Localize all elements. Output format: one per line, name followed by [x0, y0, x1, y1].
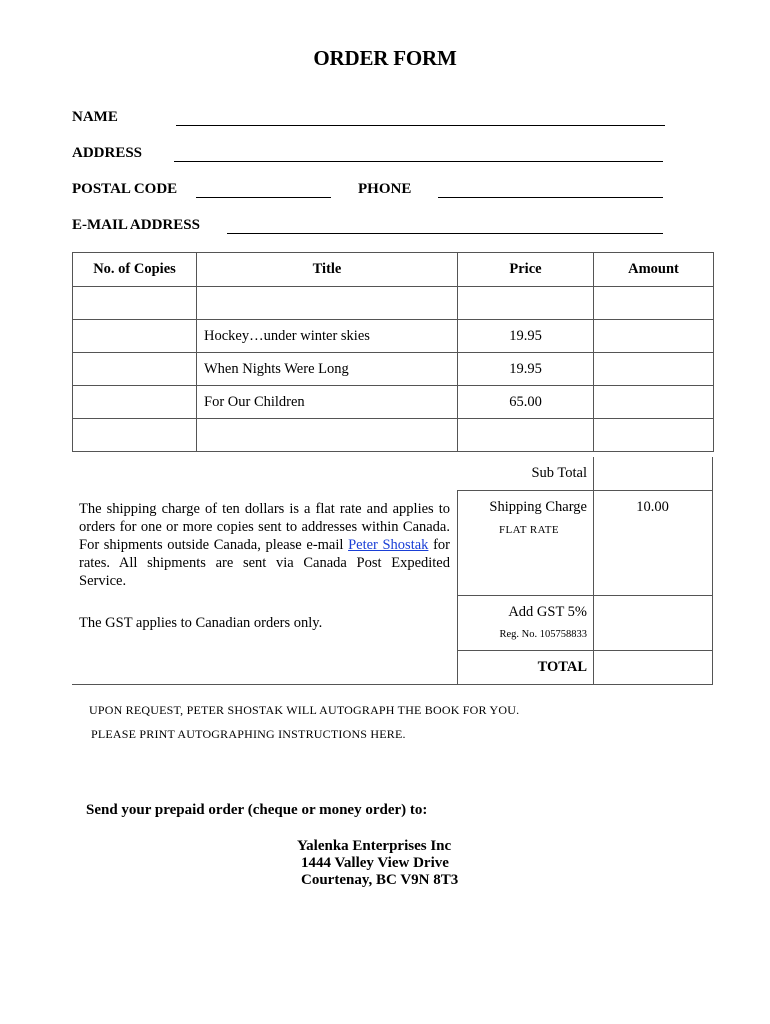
autograph-request: UPON REQUEST, PETER SHOSTAK WILL AUTOGRAPH THE BOOK FOR YOU.	[89, 703, 520, 717]
copies-cell[interactable]	[73, 353, 197, 386]
autograph-instructions-field[interactable]	[89, 745, 709, 790]
phone-field[interactable]	[438, 197, 663, 198]
email-label: E-MAIL ADDRESS	[72, 217, 200, 233]
table-row	[73, 419, 714, 452]
postal-code-field[interactable]	[196, 197, 331, 198]
table-row	[73, 353, 714, 386]
postal-code-label: POSTAL CODE	[72, 181, 178, 197]
company-name: Yalenka Enterprises Inc	[297, 838, 452, 854]
order-table	[72, 252, 714, 452]
copies-cell[interactable]	[73, 419, 197, 452]
header-amount: Amount	[594, 253, 714, 287]
shipping-note	[79, 500, 450, 590]
amount-cell[interactable]	[594, 320, 714, 353]
total-label-cell	[457, 650, 594, 685]
shipping-amount: 10.00	[636, 499, 669, 515]
shipping-note-text: The shipping charge of ten dollars is a flat rate and applies to orders for one or more copies sent to addresses within Canada. For shipments outside Canada, please e-mail	[79, 501, 450, 553]
header-copies: No. of Copies	[73, 253, 197, 287]
mailing-address	[297, 838, 458, 889]
amount-cell[interactable]	[594, 386, 714, 419]
title-cell	[197, 287, 458, 320]
amount-cell[interactable]	[594, 353, 714, 386]
autograph-instructions: PLEASE PRINT AUTOGRAPHING INSTRUCTIONS HERE.	[91, 727, 406, 741]
table-header-row	[73, 253, 714, 287]
title-cell: Hockey…under winter skies	[197, 320, 458, 353]
table-row	[73, 320, 714, 353]
shipping-label: Shipping Charge	[489, 499, 587, 515]
page-title: ORDER FORM	[313, 46, 457, 70]
sub-total-label-cell	[457, 457, 594, 491]
gst-label-cell	[457, 595, 594, 651]
city-postal: Courtenay, BC V9N 8T3	[301, 872, 459, 888]
copies-cell[interactable]	[73, 386, 197, 419]
phone-label: PHONE	[358, 181, 412, 197]
email-field[interactable]	[227, 233, 663, 234]
gst-reg-number: Reg. No. 105758833	[499, 629, 587, 640]
price-cell	[458, 419, 594, 452]
address-field[interactable]	[174, 161, 663, 162]
header-price: Price	[458, 253, 594, 287]
sub-total-amount[interactable]	[593, 457, 713, 491]
address-label: ADDRESS	[72, 145, 143, 161]
street-address: 1444 Valley View Drive	[301, 855, 449, 871]
amount-cell[interactable]	[594, 419, 714, 452]
name-field[interactable]	[176, 125, 665, 126]
flat-rate-label: FLAT RATE	[499, 524, 559, 536]
name-label: NAME	[72, 109, 118, 125]
shipping-label-cell	[457, 490, 594, 596]
copies-cell[interactable]	[73, 320, 197, 353]
summary-bottom-rule	[72, 684, 457, 685]
title-cell: For Our Children	[197, 386, 458, 419]
header-title: Title	[197, 253, 458, 287]
price-cell: 65.00	[458, 386, 594, 419]
peter-shostak-email-link[interactable]: Peter Shostak	[348, 537, 429, 553]
table-row	[73, 287, 714, 320]
title-cell: When Nights Were Long	[197, 353, 458, 386]
price-cell	[458, 287, 594, 320]
copies-cell[interactable]	[73, 287, 197, 320]
send-order-label: Send your prepaid order (cheque or money order) to:	[86, 802, 428, 818]
price-cell: 19.95	[458, 353, 594, 386]
total-label: TOTAL	[537, 659, 587, 675]
sub-total-label: Sub Total	[531, 465, 587, 481]
shipping-note-text-end: for rates. All shipments are sent via Canada Post Expedited Service.	[79, 537, 450, 589]
amount-cell[interactable]	[594, 287, 714, 320]
shipping-amount-cell	[593, 490, 713, 596]
gst-label: Add GST 5%	[508, 604, 587, 620]
gst-note: The GST applies to Canadian orders only.	[79, 615, 323, 631]
table-row	[73, 386, 714, 419]
gst-amount[interactable]	[593, 595, 713, 651]
price-cell: 19.95	[458, 320, 594, 353]
total-amount[interactable]	[593, 650, 713, 685]
title-cell	[197, 419, 458, 452]
